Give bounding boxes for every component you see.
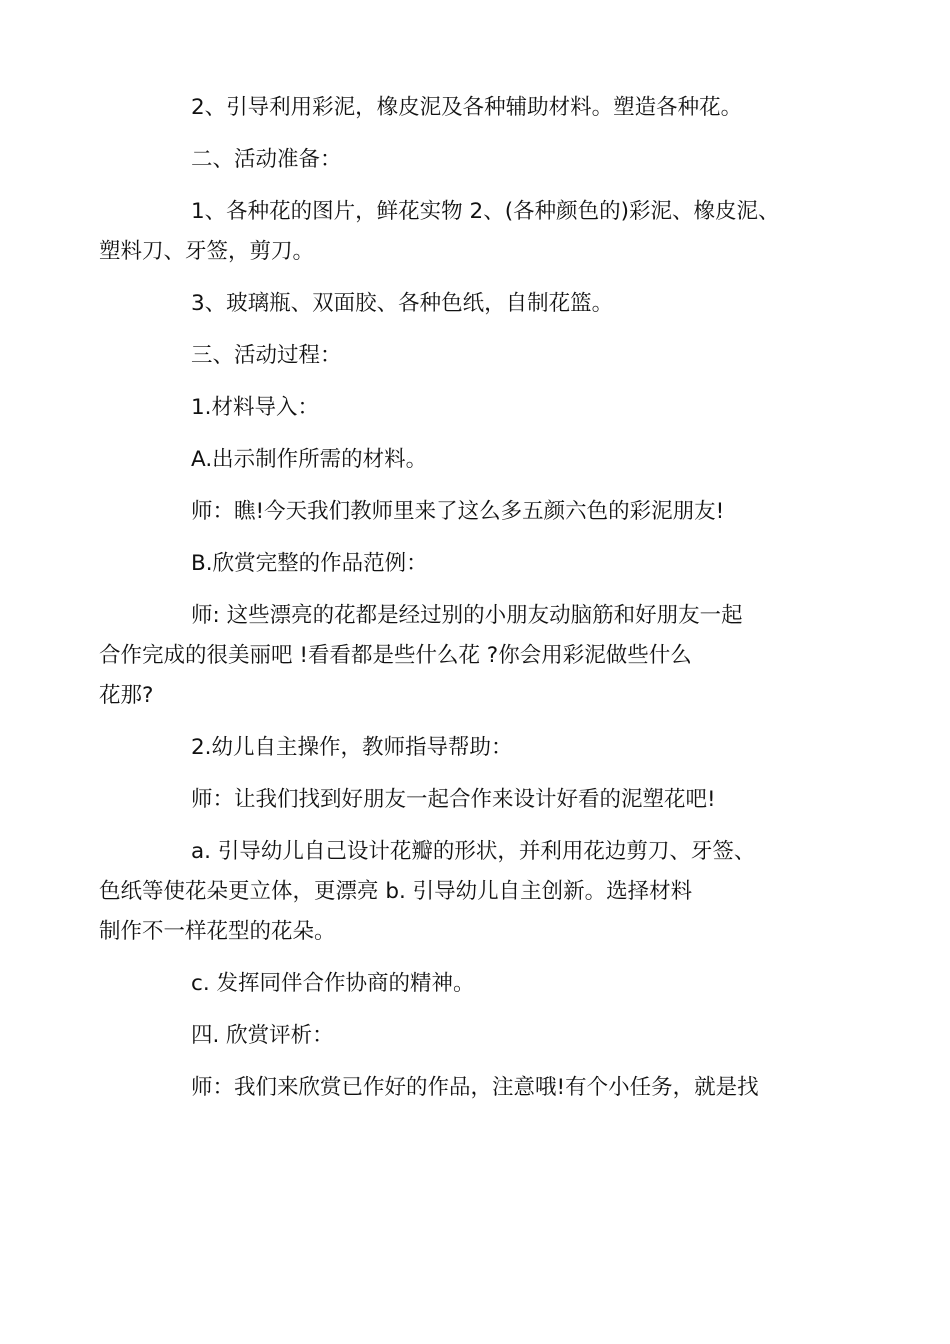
text-line: 2、引导利用彩泥，橡皮泥及各种辅助材料。塑造各种花。 xyxy=(191,95,743,120)
paragraph xyxy=(145,88,810,128)
document-body xyxy=(99,88,810,1120)
text-line: c. 发挥同伴合作协商的精神。 xyxy=(191,971,475,996)
section-heading xyxy=(145,140,810,180)
text-line: 二、活动准备： xyxy=(191,147,342,172)
paragraph xyxy=(145,964,810,1004)
paragraph xyxy=(145,440,810,480)
text-line: 色纸等使花朵更立体，更漂亮 b. 引导幼儿自主创新。选择材料 xyxy=(99,879,693,904)
paragraph xyxy=(99,596,810,716)
paragraph xyxy=(145,284,810,324)
paragraph xyxy=(145,780,810,820)
text-line: a. 引导幼儿自己设计花瓣的形状，并利用花边剪刀、牙签、 xyxy=(191,839,756,864)
section-heading xyxy=(145,1016,810,1056)
text-line: 师：我们来欣赏已作好的作品，注意哦!有个小任务，就是找 xyxy=(191,1075,759,1100)
section-heading xyxy=(145,336,810,376)
text-line: 1.材料导入： xyxy=(191,395,320,420)
text-line: 花那? xyxy=(99,683,154,708)
text-line: 2.幼儿自主操作，教师指导帮助： xyxy=(191,735,513,760)
paragraph xyxy=(145,1068,810,1108)
text-line: 1、各种花的图片，鲜花实物 2、(各种颜色的)彩泥、橡皮泥、 xyxy=(191,199,780,224)
text-line: 合作完成的很美丽吧 !看看都是些什么花 ?你会用彩泥做些什么 xyxy=(99,643,692,668)
paragraph xyxy=(145,388,810,428)
paragraph xyxy=(145,544,810,584)
text-line: A.出示制作所需的材料。 xyxy=(191,447,428,472)
text-line: 师：瞧!今天我们教师里来了这么多五颜六色的彩泥朋友! xyxy=(191,499,725,524)
paragraph xyxy=(99,192,810,272)
text-line: 塑料刀、牙签，剪刀。 xyxy=(99,239,315,264)
text-line: 制作不一样花型的花朵。 xyxy=(99,919,336,944)
paragraph xyxy=(145,492,810,532)
text-line: 三、活动过程： xyxy=(191,343,342,368)
text-line: 3、玻璃瓶、双面胶、各种色纸，自制花篮。 xyxy=(191,291,614,316)
paragraph xyxy=(99,832,810,952)
text-line: 师：让我们找到好朋友一起合作来设计好看的泥塑花吧! xyxy=(191,787,716,812)
text-line: 师: 这些漂亮的花都是经过别的小朋友动脑筋和好朋友一起 xyxy=(191,603,743,628)
text-line: B.欣赏完整的作品范例： xyxy=(191,551,428,576)
text-line: 四. 欣赏评析： xyxy=(191,1023,334,1048)
paragraph xyxy=(145,728,810,768)
